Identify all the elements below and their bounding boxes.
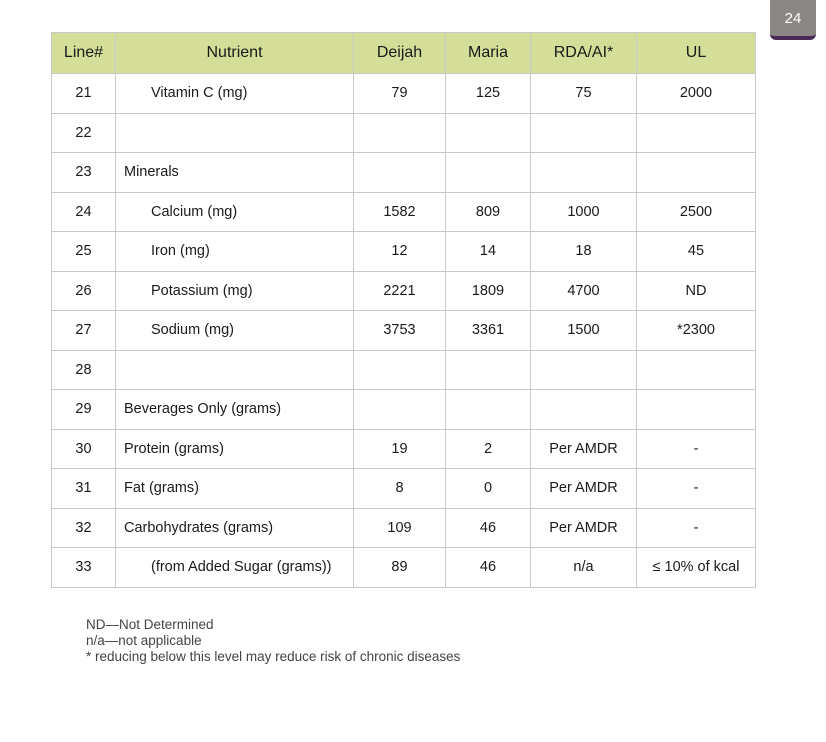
header-deijah: Deijah	[354, 33, 446, 74]
cell-maria: 46	[446, 508, 531, 548]
table-row	[52, 232, 756, 272]
table-row	[52, 74, 756, 114]
cell-deijah: 79	[354, 74, 446, 114]
cell-maria: 125	[446, 74, 531, 114]
cell-ul	[637, 113, 756, 153]
cell-maria: 1809	[446, 271, 531, 311]
cell-maria: 809	[446, 192, 531, 232]
header-ul: UL	[637, 33, 756, 74]
cell-line-number: 26	[52, 271, 116, 311]
cell-line-number: 24	[52, 192, 116, 232]
footnotes	[86, 617, 460, 665]
cell-line-number: 28	[52, 350, 116, 390]
cell-rda-ai	[531, 350, 637, 390]
cell-ul	[637, 350, 756, 390]
cell-deijah	[354, 153, 446, 193]
cell-rda-ai: 4700	[531, 271, 637, 311]
cell-rda-ai	[531, 153, 637, 193]
cell-ul: ≤ 10% of kcal	[637, 548, 756, 588]
cell-deijah: 8	[354, 469, 446, 509]
cell-nutrient: Carbohydrates (grams)	[116, 508, 354, 548]
header-line-number: Line#	[52, 33, 116, 74]
cell-nutrient: Protein (grams)	[116, 429, 354, 469]
cell-ul: -	[637, 508, 756, 548]
footnote-na: n/a—not applicable	[86, 633, 202, 648]
cell-nutrient: Sodium (mg)	[116, 311, 354, 351]
cell-ul: ND	[637, 271, 756, 311]
cell-ul: -	[637, 429, 756, 469]
cell-deijah	[354, 113, 446, 153]
table-row	[52, 429, 756, 469]
cell-rda-ai: Per AMDR	[531, 469, 637, 509]
cell-nutrient: Minerals	[116, 153, 354, 193]
cell-deijah: 89	[354, 548, 446, 588]
cell-maria: 14	[446, 232, 531, 272]
table-row	[52, 311, 756, 351]
cell-line-number: 29	[52, 390, 116, 430]
header-nutrient: Nutrient	[116, 33, 354, 74]
table-row	[52, 390, 756, 430]
nutrient-comparison-table	[51, 32, 756, 588]
cell-maria	[446, 390, 531, 430]
cell-ul: 45	[637, 232, 756, 272]
cell-ul: 2500	[637, 192, 756, 232]
cell-maria: 3361	[446, 311, 531, 351]
header-rda-ai: RDA/AI*	[531, 33, 637, 74]
table-row	[52, 350, 756, 390]
cell-maria	[446, 113, 531, 153]
cell-deijah: 19	[354, 429, 446, 469]
cell-ul	[637, 390, 756, 430]
cell-line-number: 22	[52, 113, 116, 153]
footnote-asterisk: * reducing below this level may reduce risk of chronic diseases	[86, 649, 461, 664]
cell-rda-ai: n/a	[531, 548, 637, 588]
cell-line-number: 30	[52, 429, 116, 469]
cell-deijah: 2221	[354, 271, 446, 311]
table-row	[52, 469, 756, 509]
cell-ul: -	[637, 469, 756, 509]
table-row	[52, 271, 756, 311]
table-row	[52, 548, 756, 588]
cell-ul: *2300	[637, 311, 756, 351]
cell-maria	[446, 153, 531, 193]
cell-line-number: 25	[52, 232, 116, 272]
cell-rda-ai: 18	[531, 232, 637, 272]
cell-line-number: 21	[52, 74, 116, 114]
cell-nutrient	[116, 113, 354, 153]
cell-deijah: 12	[354, 232, 446, 272]
cell-rda-ai: 1500	[531, 311, 637, 351]
cell-deijah	[354, 350, 446, 390]
cell-deijah: 3753	[354, 311, 446, 351]
cell-nutrient: Calcium (mg)	[116, 192, 354, 232]
table-row	[52, 113, 756, 153]
cell-rda-ai	[531, 113, 637, 153]
cell-rda-ai: Per AMDR	[531, 429, 637, 469]
cell-rda-ai: 1000	[531, 192, 637, 232]
cell-rda-ai: Per AMDR	[531, 508, 637, 548]
cell-deijah: 109	[354, 508, 446, 548]
cell-nutrient: Iron (mg)	[116, 232, 354, 272]
cell-nutrient: Fat (grams)	[116, 469, 354, 509]
table-row	[52, 192, 756, 232]
cell-line-number: 31	[52, 469, 116, 509]
cell-deijah	[354, 390, 446, 430]
cell-maria: 0	[446, 469, 531, 509]
table-row	[52, 508, 756, 548]
cell-line-number: 32	[52, 508, 116, 548]
cell-ul	[637, 153, 756, 193]
page-number-badge: 24	[770, 0, 816, 40]
cell-rda-ai	[531, 390, 637, 430]
cell-maria: 46	[446, 548, 531, 588]
table-header-row	[52, 33, 756, 74]
cell-nutrient: Potassium (mg)	[116, 271, 354, 311]
cell-nutrient: Beverages Only (grams)	[116, 390, 354, 430]
cell-maria: 2	[446, 429, 531, 469]
table-body	[52, 74, 756, 588]
footnote-nd: ND—Not Determined	[86, 617, 214, 632]
cell-deijah: 1582	[354, 192, 446, 232]
cell-rda-ai: 75	[531, 74, 637, 114]
cell-nutrient: (from Added Sugar (grams))	[116, 548, 354, 588]
cell-line-number: 27	[52, 311, 116, 351]
cell-ul: 2000	[637, 74, 756, 114]
cell-nutrient: Vitamin C (mg)	[116, 74, 354, 114]
table-row	[52, 153, 756, 193]
header-maria: Maria	[446, 33, 531, 74]
cell-nutrient	[116, 350, 354, 390]
cell-line-number: 23	[52, 153, 116, 193]
cell-line-number: 33	[52, 548, 116, 588]
cell-maria	[446, 350, 531, 390]
